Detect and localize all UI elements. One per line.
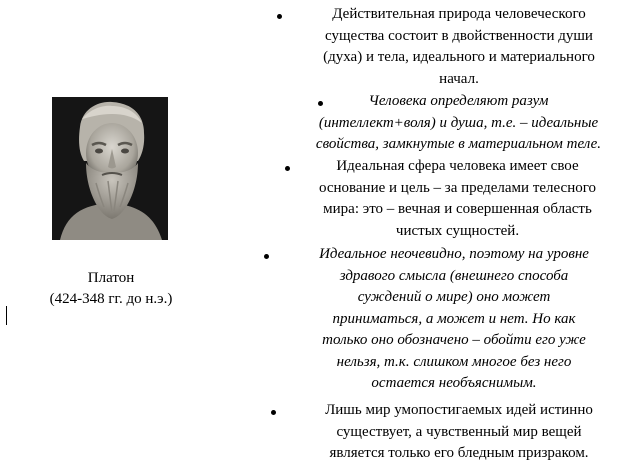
bullet-line: свойства, замкнутые в материальном теле. [315,136,602,152]
bullet-line: Лишь мир умопостигаемых идей истинно [325,402,593,418]
bullet-line: только оно обозначено – обойти его уже [322,332,586,348]
bullet-line: Идеальное неочевидно, поэтому на уровне [319,246,589,262]
bullet-line: остается необъяснимым. [371,375,537,391]
plato-bust-image [52,97,168,240]
bullet-line: суждений о мире) оно может [357,289,551,305]
bullet-line: (интеллект+воля) и душа, т.е. – идеальные [318,114,599,131]
bullet-line: здравого смысла (внешнего способа [339,267,569,284]
philosopher-dates: (424-348 гг. до н.э.) [49,291,173,307]
bullet-dot [271,410,276,415]
bullet-item-3 [280,156,635,242]
philosopher-name: Платон [87,270,135,286]
bullet-dot [277,14,282,19]
bullet-line: мира: это – вечная и совершенная область [323,201,592,217]
bullet-item-4 [278,244,630,395]
bullet-line: чистых сущностей. [395,222,520,239]
plato-bust-illustration [52,97,168,240]
bullet-line: нельзя, т.к. слишком многое без него [336,353,572,370]
bullet-dot [264,254,269,259]
bullet-item-1 [284,4,634,90]
bullet-line: Действительная природа человеческого [332,6,586,22]
bullet-line: Идеальная сфера человека имеет свое [336,158,579,174]
bullet-line: приниматься, а может и нет. Но как [332,310,576,327]
portrait-caption [20,268,202,310]
bullet-line: существует, а чувственный мир вещей [336,423,582,440]
text-cursor [6,306,7,325]
bullet-item-2 [276,91,639,156]
bullet-line: является только его бледным призраком. [329,445,589,461]
bullet-item-5 [284,400,634,465]
bullet-line: начал. [439,70,479,87]
bullet-line: существа состоит в двойственности души [325,27,593,44]
bullet-line: (духа) и тела, идеального и материального [323,49,595,65]
bullet-line: Человека определяют разум [368,93,549,109]
bullet-line: основание и цель – за пределами телесного [318,179,597,196]
